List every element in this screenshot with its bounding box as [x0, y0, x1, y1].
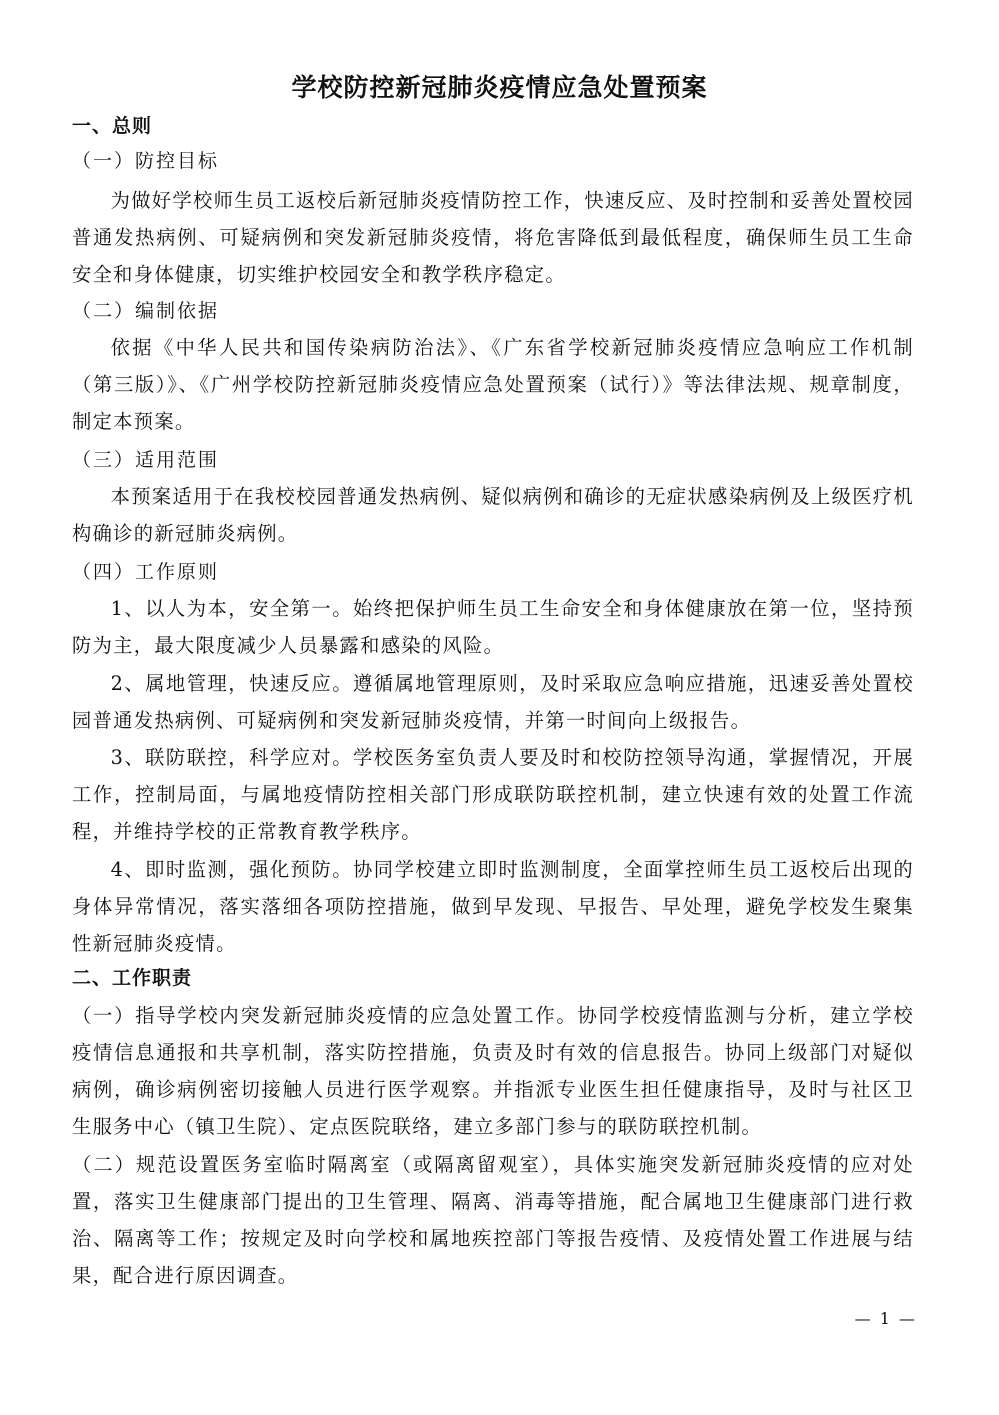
page-number: — 1 —: [854, 1309, 917, 1328]
subsection-heading-principles: （四）工作原则: [72, 561, 220, 583]
section-heading-duties: 二、工作职责: [72, 967, 193, 989]
paragraph-principle-2: 2、属地管理，快速反应。遵循属地管理原则，及时采取应急响应措施，迅速妥善处置校园普通发热病例、可疑病例和突发新冠肺炎疫情，并第一时间向上级报告。: [72, 672, 914, 732]
paragraph-principle-1: 1、以人为本，安全第一。始终把保护师生员工生命安全和身体健康放在第一位，坚持预防为主，最大限度减少人员暴露和感染的风险。: [72, 597, 914, 657]
paragraph-scope: 本预案适用于在我校校园普通发热病例、疑似病例和确诊的无症状感染病例及上级医疗机构确诊的新冠肺炎病例。: [72, 485, 914, 545]
paragraph-principle-4: 4、即时监测，强化预防。协同学校建立即时监测制度，全面掌控师生员工返校后出现的身体异常情况，落实落细各项防控措施，做到早发现、早报告、早处理，避免学校发生聚集性新冠肺炎疫情。: [72, 858, 914, 955]
paragraph-duty-2: （二）规范设置医务室临时隔离室（或隔离留观室），具体实施突发新冠肺炎疫情的应对处置，落实卫生健康部门提出的卫生管理、隔离、消毒等措施，配合属地卫生健康部门进行救治、隔离等工作；按规定及时向学校和属地疾控部门等报告疫情、及疫情处置工作进展与结果，配合进行原因调查。: [72, 1153, 914, 1287]
subsection-heading-goal: （一）防控目标: [72, 150, 220, 172]
paragraph-goal: 为做好学校师生员工返校后新冠肺炎疫情防控工作，快速反应、及时控制和妥善处置校园普通发热病例、可疑病例和突发新冠肺炎疫情，将危害降低到最低程度，确保师生员工生命安全和身体健康，切实维护校园安全和教学秩序稳定。: [72, 189, 914, 286]
section-heading-general: 一、总则: [72, 115, 153, 137]
paragraph-basis: 依据《中华人民共和国传染病防治法》、《广东省学校新冠肺炎疫情应急响应工作机制（第三版）》、《广州学校防控新冠肺炎疫情应急处置预案（试行）》等法律法规、规章制度，制定本预案。: [72, 336, 914, 433]
paragraph-principle-3: 3、联防联控，科学应对。学校医务室负责人要及时和校防控领导沟通，掌握情况，开展工作，控制局面，与属地疫情防控相关部门形成联防联控机制，建立快速有效的处置工作流程，并维持学校的正常教育教学秩序。: [72, 746, 914, 843]
paragraph-duty-1: （一）指导学校内突发新冠肺炎疫情的应急处置工作。协同学校疫情监测与分析，建立学校疫情信息通报和共享机制，落实防控措施，负责及时有效的信息报告。协同上级部门对疑似病例，确诊病例密切接触人员进行医学观察。并指派专业医生担任健康指导，及时与社区卫生服务中心（镇卫生院）、定点医院联络，建立多部门参与的联防联控机制。: [72, 1004, 914, 1138]
subsection-heading-basis: （二）编制依据: [72, 300, 220, 322]
document-title: 学校防控新冠肺炎疫情应急处置预案: [291, 73, 708, 102]
subsection-heading-scope: （三）适用范围: [72, 449, 220, 471]
